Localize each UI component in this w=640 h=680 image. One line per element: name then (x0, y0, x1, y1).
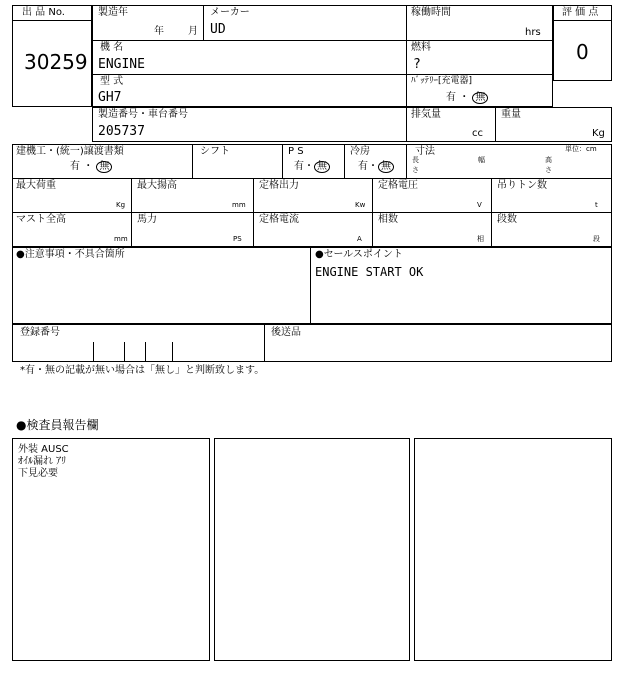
ps-dot: ・ (304, 161, 314, 172)
mast-label: マスト全高 (16, 214, 66, 225)
lot-no-label: 出 品 No. (22, 7, 65, 18)
inspector-line-3: 下見必要 (18, 468, 58, 479)
model-name-label: 機 名 (100, 42, 124, 53)
maker-label: メーカー (210, 7, 250, 18)
weight-unit: Kg (592, 128, 605, 139)
ps-label: P S (288, 146, 304, 157)
length-label-2: さ (412, 166, 419, 174)
score-label: 評 価 点 (562, 7, 599, 18)
cooling-label: 冷房 (350, 146, 370, 157)
ps-options (294, 161, 330, 173)
mast-unit: mm (114, 235, 128, 243)
rated-current-unit: A (357, 235, 362, 243)
cooling-yes: 有 (358, 161, 368, 172)
hours-unit: hrs (525, 27, 541, 38)
rated-current-label: 定格電流 (259, 214, 299, 225)
fuel-label: 燃料 (411, 42, 431, 53)
serial-value: 205737 (98, 124, 145, 139)
type-value: GH7 (98, 90, 122, 105)
inspector-box-2 (214, 438, 410, 661)
type-label: 型 式 (100, 76, 124, 87)
hp-unit: PS (233, 235, 242, 243)
stages-unit: 段 (593, 235, 600, 243)
phase-label: 相数 (378, 214, 398, 225)
hours-label: 稼働時間 (411, 7, 451, 18)
inspector-box-3 (414, 438, 612, 661)
hoist-unit: t (595, 201, 598, 209)
sales-text: ENGINE START OK (315, 265, 424, 279)
ps-yes: 有 (294, 161, 304, 172)
maker-value: UD (210, 22, 226, 37)
fuel-value: ? (413, 57, 421, 72)
cert-options (70, 161, 112, 173)
max-lift-unit: mm (232, 201, 246, 209)
serial-label: 製造番号・車台番号 (98, 109, 188, 120)
hp-label: 馬力 (137, 214, 157, 225)
hoist-label: 吊りトン数 (497, 180, 547, 191)
battery-yes: 有 (446, 92, 456, 103)
width-label: 幅 (478, 156, 485, 164)
battery-no-circled: 無 (472, 92, 488, 104)
displacement-label: 排気量 (411, 109, 441, 120)
rated-output-unit: Kw (355, 201, 366, 209)
footnote: *有・無の記載が無い場合は「無し」と判断致します。 (20, 365, 265, 376)
shift-label: シフト (200, 146, 230, 157)
cooling-dot: ・ (368, 161, 378, 172)
battery-options (446, 92, 488, 104)
max-lift-label: 最大揚高 (137, 180, 177, 191)
rated-output-label: 定格出力 (259, 180, 299, 191)
max-load-unit: Kg (116, 201, 126, 209)
cert-label: 建機工・(統一)譲渡書類 (16, 146, 124, 157)
stages-label: 段数 (497, 214, 517, 225)
month-unit: 月 (188, 26, 198, 37)
height-label-2: さ (545, 166, 552, 174)
shipping-label: 後送品 (271, 327, 301, 338)
score-value: 0 (576, 40, 589, 64)
cooling-no-circled: 無 (378, 161, 394, 173)
registration-box (12, 324, 612, 362)
length-label-1: 長 (412, 156, 419, 164)
weight-label: 重量 (501, 109, 521, 120)
rated-voltage-unit: V (477, 201, 482, 209)
spec-grid (12, 144, 612, 247)
cert-no-circled: 無 (96, 161, 112, 173)
cooling-options (358, 161, 394, 173)
year-unit: 年 (154, 26, 164, 37)
cert-dot: ・ (83, 161, 94, 172)
lot-no-value: 30259 (24, 50, 88, 74)
rated-voltage-label: 定格電圧 (378, 180, 418, 191)
reg-label: 登録番号 (20, 327, 60, 338)
model-name-value: ENGINE (98, 57, 145, 72)
caution-label: ●注意事項・不具合箇所 (16, 249, 125, 260)
year-label: 製造年 (98, 7, 128, 18)
inspector-line-2: ｵｲﾙ漏れ ｱﾘ (18, 456, 67, 467)
inspector-line-1: 外装 AUSC (18, 444, 69, 455)
displacement-unit: cc (472, 128, 483, 139)
cert-yes: 有 (70, 161, 80, 172)
inspector-title: ●検査員報告欄 (16, 418, 99, 432)
battery-label: ﾊﾞｯﾃﾘｰ[充電器] (411, 76, 473, 86)
sales-label: ●セールスポイント (315, 249, 403, 260)
size-label: 寸法 (415, 146, 435, 157)
size-unit: 単位：cm (565, 145, 597, 153)
phase-unit: 相 (477, 235, 484, 243)
max-load-label: 最大荷重 (16, 180, 56, 191)
ps-no-circled: 無 (314, 161, 330, 173)
battery-dot: ・ (459, 92, 470, 103)
height-label-1: 高 (545, 156, 552, 164)
